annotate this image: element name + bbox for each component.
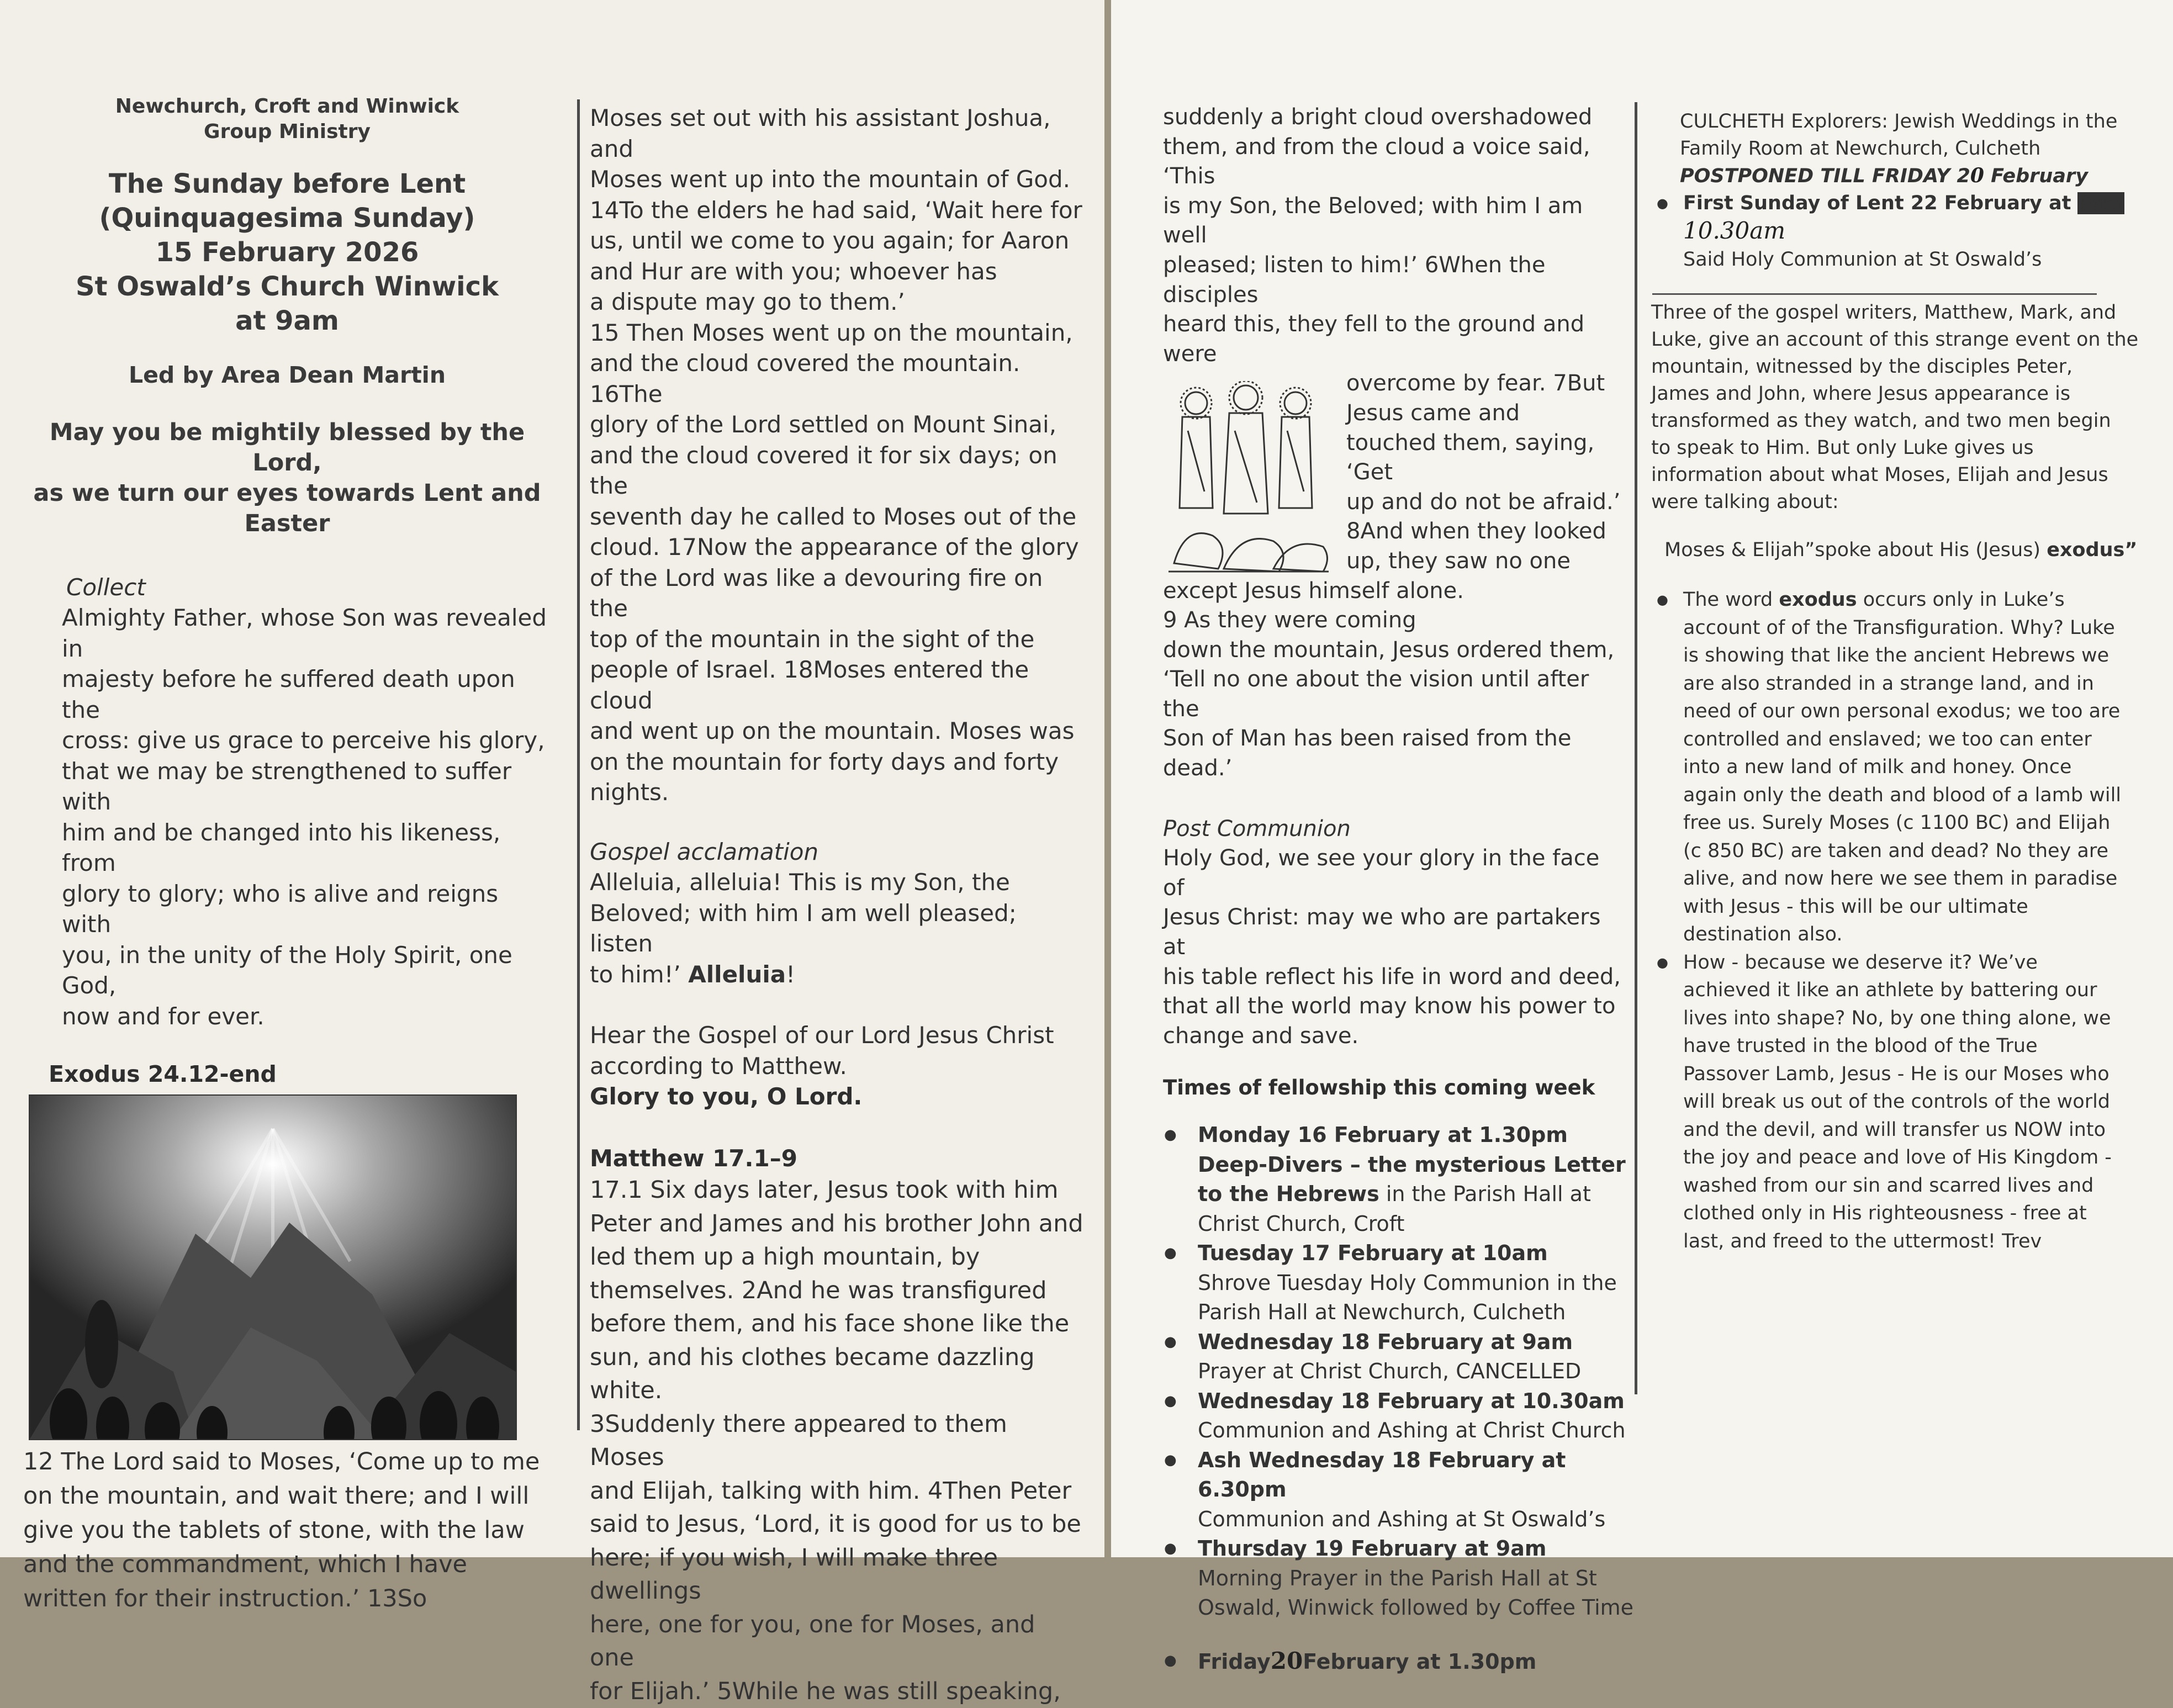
reading-text: 12 The Lord said to Moses, ‘Come up to me on the mountain, and wait there; and I will give you the tablets of stone, with the law and the commandment, which I have written for their instruction.’ 13So	[23, 1447, 540, 1612]
acclamation-text: Alleluia, alleluia! This is my Son, the Beloved; with him I am well pleased; listen to him!’ Alleluia!	[590, 869, 1017, 988]
explorers-notice: CULCHETH Explorers: Jewish Weddings in the Family Room at Newchurch, Culcheth POSTPONED TILL FRIDAY 20 February	[1680, 110, 2118, 187]
fellowship-list	[1163, 1120, 1638, 1623]
collect-text: Almighty Father, whose Son was revealed in majesty before he suffered death upon the cross: give us grace to perceive his glory, that we may be strengthened to suffer with him and be changed into his likeness, from glory to glory; who is alive and reigns with you, in the unity of the Holy Spirit, one God, now and for ever.	[62, 604, 547, 1030]
list-item: ● Tuesday 17 February at 10am Shrove Tuesday Holy Communion in the Parish Hall at Newchurch, Culcheth	[1163, 1239, 1638, 1328]
column-3	[1163, 103, 1634, 1677]
gospel-continued: suddenly a bright cloud overshadowed them, and from the cloud a voice said, ‘This is my Son, the Beloved; with him I am well pleased; listen to him!’ 6When the disciples heard this, they fell to the ground and were	[1163, 104, 1593, 367]
exodus-continued: Moses set out with his assistant Joshua, and Moses went up into the mountain of God. 14To the elders he had said, ‘Wait here for us, until we come to you again; for Aaron and Hur are with you; whoever has a dispute may go to them.’ 15 Then Moses went up on the mountain, and the cloud covered the mountain. 16The glory of the Lord settled on Mount Sinai, and the cloud covered it for six days; on the seventh day he called to Moses out of the cloud. 17Now the appearance of the glory of the Lord was like a devouring fire on the top of the mountain in the sight of the people of Israel. 18Moses entered the cloud and went up on the mountain. Moses was on the mountain for forty days and forty nights.	[590, 104, 1082, 806]
sinai-illustration	[29, 1094, 517, 1440]
list-item: ● How - because we deserve it? We’ve achieved it like an athlete by battering our lives into shape? No, by one thing alone, we have trusted in the blood of the True Passover Lamb, Jesus - He is our Moses who will break us out of the controls of the world and the devil, and will transfer us NOW into the joy and peace and love of His Kingdom - washed from our sin and scarred lives and clothed only in His righteousness - free at last, and freed to the uttermost! Trev	[1649, 949, 2129, 1256]
intro-text: Three of the gospel writers, Matthew, Mark, and Luke, give an account of this strange event on the mountain, witnessed by the disciples Peter, James and John, where Jesus appearance is transformed as they watch, and two men begin to speak to Him. But only Luke gives us information about what Moses, Elijah and Jesus were talking about:	[1651, 302, 2139, 513]
service-title: The Sunday before Lent (Quinquagesima Sunday) 15 February 2026 St Oswald’s Church Winwick at 9am	[76, 168, 499, 336]
reflection-list	[1649, 586, 2129, 1255]
struck-time: 9am	[2077, 192, 2125, 214]
list-item: ● Wednesday 18 February at 10.30am Communion and Ashing at Christ Church	[1163, 1387, 1638, 1446]
gospel-end: down the mountain, Jesus ordered them, ‘Tell no one about the vision until after the Son of Man has been raised from the dead.’	[1163, 637, 1615, 781]
column-4	[1649, 108, 2163, 1255]
gospel-continued-wrap: overcome by fear. 7But Jesus came and touched them, saying, ‘Get up and do not be afraid.’ 8And when they looked up, they saw no one except Jesus himself alone. 9 As they were coming	[1163, 371, 1621, 633]
column-2	[590, 103, 1087, 1708]
post-communion-text: Holy God, we see your glory in the face of Jesus Christ: may we who are partakers at his table reflect his life in word and deed, that all the world may know his power to change and save.	[1163, 845, 1621, 1049]
separator-line	[1652, 293, 2097, 295]
column-1	[22, 94, 552, 1616]
list-item: ● Monday 16 February at 1.30pm Deep-Divers – the mysterious Letter to the Hebrews in the Parish Hall at Christ Church, Croft	[1163, 1120, 1638, 1239]
reading-heading: Exodus 24.12-end	[49, 1061, 277, 1087]
ministry-header: Newchurch, Croft and Winwick Group Ministry	[115, 95, 459, 143]
handwritten-time: 10.30am	[1683, 217, 1786, 244]
blessing: May you be mightily blessed by the Lord, as we turn our eyes towards Lent and Easter	[33, 418, 541, 537]
mountain-illustration	[30, 1096, 516, 1439]
transfiguration-illustration	[1163, 381, 1334, 574]
list-item: ● Thursday 19 February at 9am Morning Prayer in the Parish Hall at St Oswald, Winwick followed by Coffee Time	[1163, 1534, 1638, 1623]
led-by: Led by Area Dean Martin	[128, 362, 446, 388]
transfiguration-drawing	[1163, 381, 1334, 574]
collect-heading: Collect	[66, 573, 146, 601]
friday-item	[1163, 1646, 1621, 1677]
gospel-text: 17.1 Six days later, Jesus took with him Peter and James and his brother John and led them up a high mountain, by themselves. 2And he was transfigured before them, and his face shone like the sun, and his clothes became dazzling white. 3Suddenly there appeared to them Moses and Elijah, talking with him. 4Then Peter said to Jesus, ‘Lord, it is good for us to be here; if you wish, I will make three dwellings here, one for you, one for Moses, and one for Elijah.’ 5While he was still speaking,	[590, 1176, 1083, 1705]
list-item: ● Wednesday 18 February at 9am Prayer at Christ Church, CANCELLED	[1163, 1328, 1638, 1387]
exodus-quote: Moses & Elijah”spoke about His (Jesus) exodus”	[1664, 539, 2138, 561]
hear-gospel: Hear the Gospel of our Lord Jesus Christ according to Matthew. Glory to you, O Lord.	[590, 1022, 1054, 1110]
list-item: ● First Sunday of Lent 22 February at 9am 10.30am Said Holy Communion at St Oswald’s	[1649, 190, 2163, 273]
post-communion-heading: Post Communion	[1163, 816, 1351, 842]
gospel-heading: Matthew 17.1–9	[590, 1144, 797, 1172]
fellowship-heading: Times of fellowship this coming week	[1163, 1076, 1595, 1100]
lent-notice	[1649, 190, 2163, 273]
list-item: ● The word exodus occurs only in Luke’s account of of the Transfiguration. Why? Luke is showing that like the ancient Hebrews we are also stranded in a strange land, and in need of our own personal exodus; we too are controlled and enslaved; we too can enter into a new land of milk and honey. Once again only the death and blood of a lamb will free us. Surely Moses (c 1100 BC) and Elijah (c 850 BC) are taken and dead? No they are alive, and now here we see them in paradise with Jesus - this will be our ultimate destination also.	[1649, 586, 2129, 949]
column-divider	[577, 99, 580, 1430]
list-item: ● Friday20February at 1.30pm	[1163, 1646, 1621, 1677]
acclamation-heading: Gospel acclamation	[590, 838, 819, 865]
list-item: ● Ash Wednesday 18 February at 6.30pm Communion and Ashing at St Oswald’s	[1163, 1446, 1638, 1535]
